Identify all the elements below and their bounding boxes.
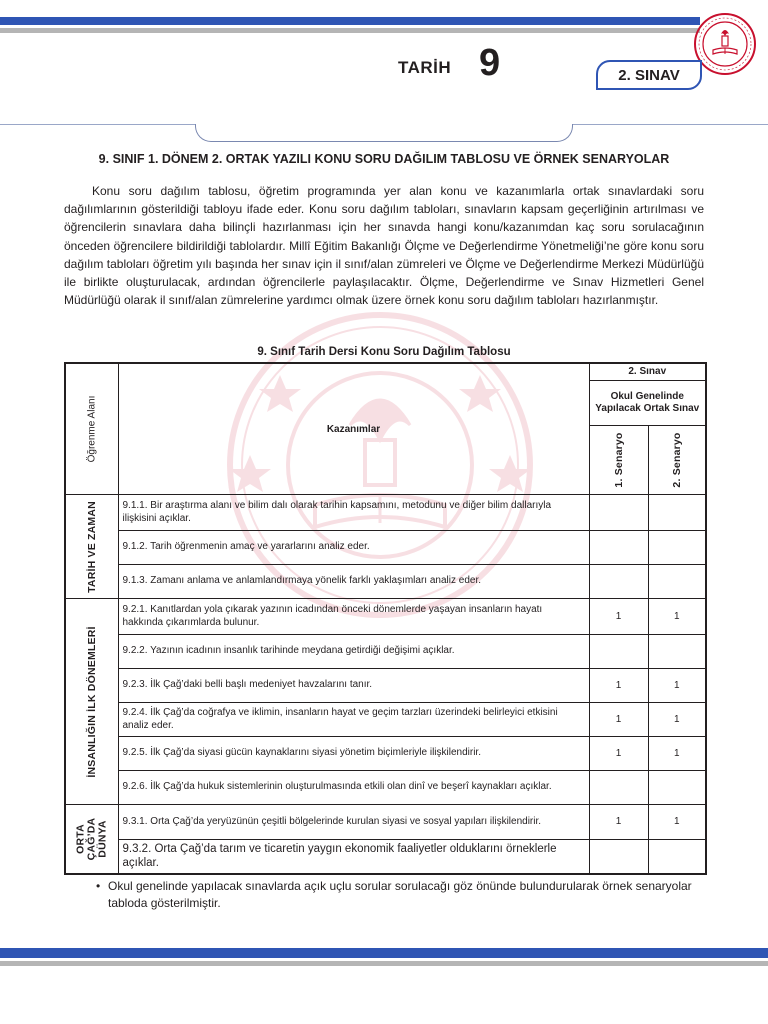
scenario-1-value <box>589 635 648 669</box>
scenario-1-value <box>589 565 648 599</box>
area-tarih-ve-zaman: TARİH VE ZAMAN <box>65 495 118 599</box>
header-scenario-1: 1. Senaryo <box>589 426 648 495</box>
header-learning-area: Öğrenme Alanı <box>65 363 118 495</box>
bullet-icon: • <box>96 879 101 893</box>
scenario-2-value: 1 <box>648 669 706 703</box>
scenario-2-value: 1 <box>648 703 706 737</box>
meb-seal-icon <box>693 12 757 76</box>
scenario-note <box>96 878 708 912</box>
kazanim-row: 9.2.3. İlk Çağ’daki belli başlı medeniyet havzalarını tanır. <box>118 669 589 703</box>
header-separator-tab <box>195 124 573 142</box>
kazanim-row: 9.2.2. Yazının icadının insanlık tarihinde meydana getirdiği değişimi açıklar. <box>118 635 589 669</box>
scenario-1-value: 1 <box>589 599 648 635</box>
scenario-2-value: 1 <box>648 599 706 635</box>
scenario-2-value: 1 <box>648 805 706 840</box>
kazanim-row: 9.2.5. İlk Çağ’da siyasi gücün kaynaklarını siyasi yönetim biçimleriyle ilişkilendirir. <box>118 737 589 771</box>
grade-number: 9 <box>479 42 501 84</box>
kazanim-row: 9.3.1. Orta Çağ’da yeryüzünün çeşitli bölgelerinde kurulan siyasi ve sosyal yapıları ilişkilendirir. <box>118 805 589 840</box>
area-orta-cagda-dunya: ORTA ÇAĞ’DA DÜNYA <box>65 805 118 875</box>
kazanim-row: 9.2.1. Kanıtlardan yola çıkarak yazının icadından önceki dönemlerde yaşayan insanların hayatı hakkında çıkarımlarda bulunur. <box>118 599 589 635</box>
header-exam-type: Okul Genelinde Yapılacak Ortak Sınav <box>589 380 706 426</box>
header-kazanimlar: Kazanımlar <box>118 363 589 495</box>
kazanim-row: 9.3.2. Orta Çağ’da tarım ve ticaretin yaygın ekonomik faaliyetler olduklarını örneklerle açıklar. <box>118 839 589 874</box>
scenario-2-value <box>648 495 706 531</box>
scenario-1-value <box>589 531 648 565</box>
kazanim-row: 9.1.2. Tarih öğrenmenin amaç ve yararlarını analiz eder. <box>118 531 589 565</box>
kazanim-row: 9.1.3. Zamanı anlama ve anlamlandırmaya yönelik farklı yaklaşımları analiz eder. <box>118 565 589 599</box>
scenario-2-value <box>648 565 706 599</box>
intro-paragraph: Konu soru dağılım tablosu, öğretim programında yer alan konu ve kazanımlarla ortak sınavlardaki soru dağılımlarının gösterildiği tabloyu ifade eder. Konu soru dağılım tabloları, sınavların kapsam geçerliğinin artırılması ve öğrencilerin sınavlara daha bilinçli hazırlanması için her sınavda hangi konu/kazanımdan kaç soru sorulacağının önceden öğrencilere bildirildiği tablolardır. Millî Eğitim Bakanlığı Ölçme ve Değerlendirme Yönetmeliği’ne göre konu soru dağılım tabloları öğretim yılı başında her sınav için il sınıf/alan zümreleri ve Ölçme ve Değerlendirme Merkezi Müdürlüğü ile birlikte oluşturulacak, ardından öğrencilerle paylaşılacaktır. Ölçme, Değerlendirme ve Sınav Hizmetleri Genel Müdürlüğü olarak il sınıf/alan zümrelerine yardımcı olmak üzere örnek konu soru dağılım tabloları hazırlanmıştır. <box>64 184 704 308</box>
area-insanligin-ilk-donemleri: İNSANLIĞIN İLK DÖNEMLERİ <box>65 599 118 805</box>
kazanim-row: 9.2.4. İlk Çağ’da coğrafya ve iklimin, insanların hayat ve geçim tarzları üzerindeki belirleyici etkisini analiz eder. <box>118 703 589 737</box>
scenario-1-value <box>589 495 648 531</box>
scenario-1-value: 1 <box>589 703 648 737</box>
scenario-1-value: 1 <box>589 737 648 771</box>
table-caption: 9. Sınıf Tarih Dersi Konu Soru Dağılım Tablosu <box>257 346 511 358</box>
kazanim-row: 9.1.1. Bir araştırma alanı ve bilim dalı olarak tarihin kapsamını, metodunu ve diğer bilim dallarıyla ilişkisini açıklar. <box>118 495 589 531</box>
top-gray-stripe <box>0 28 700 33</box>
bottom-gray-stripe <box>0 961 768 966</box>
scenario-2-value <box>648 771 706 805</box>
document-title: 9. SINIF 1. DÖNEM 2. ORTAK YAZILI KONU SORU DAĞILIM TABLOSU VE ÖRNEK SENARYOLAR <box>98 152 670 166</box>
subject-title: TARİH <box>398 58 452 77</box>
bottom-blue-stripe <box>0 948 768 958</box>
scenario-2-value <box>648 839 706 874</box>
top-blue-stripe <box>0 17 700 25</box>
scenario-1-value: 1 <box>589 805 648 840</box>
scenario-2-value <box>648 531 706 565</box>
distribution-table <box>64 362 707 875</box>
exam-badge: 2. SINAV <box>596 60 702 90</box>
scenario-1-value <box>589 839 648 874</box>
scenario-1-value: 1 <box>589 669 648 703</box>
header-scenario-2: 2. Senaryo <box>648 426 706 495</box>
scenario-note-text: Okul genelinde yapılacak sınavlarda açık uçlu sorular sorulacağı göz önünde bulundurularak örnek senaryolar tabloda gösterilmiştir. <box>108 879 692 910</box>
header-exam: 2. Sınav <box>589 363 706 380</box>
scenario-1-value <box>589 771 648 805</box>
kazanim-row: 9.2.6. İlk Çağ’da hukuk sistemlerinin oluşturulmasında etkili olan dinî ve beşerî kaynakları açıklar. <box>118 771 589 805</box>
scenario-2-value: 1 <box>648 737 706 771</box>
scenario-2-value <box>648 635 706 669</box>
